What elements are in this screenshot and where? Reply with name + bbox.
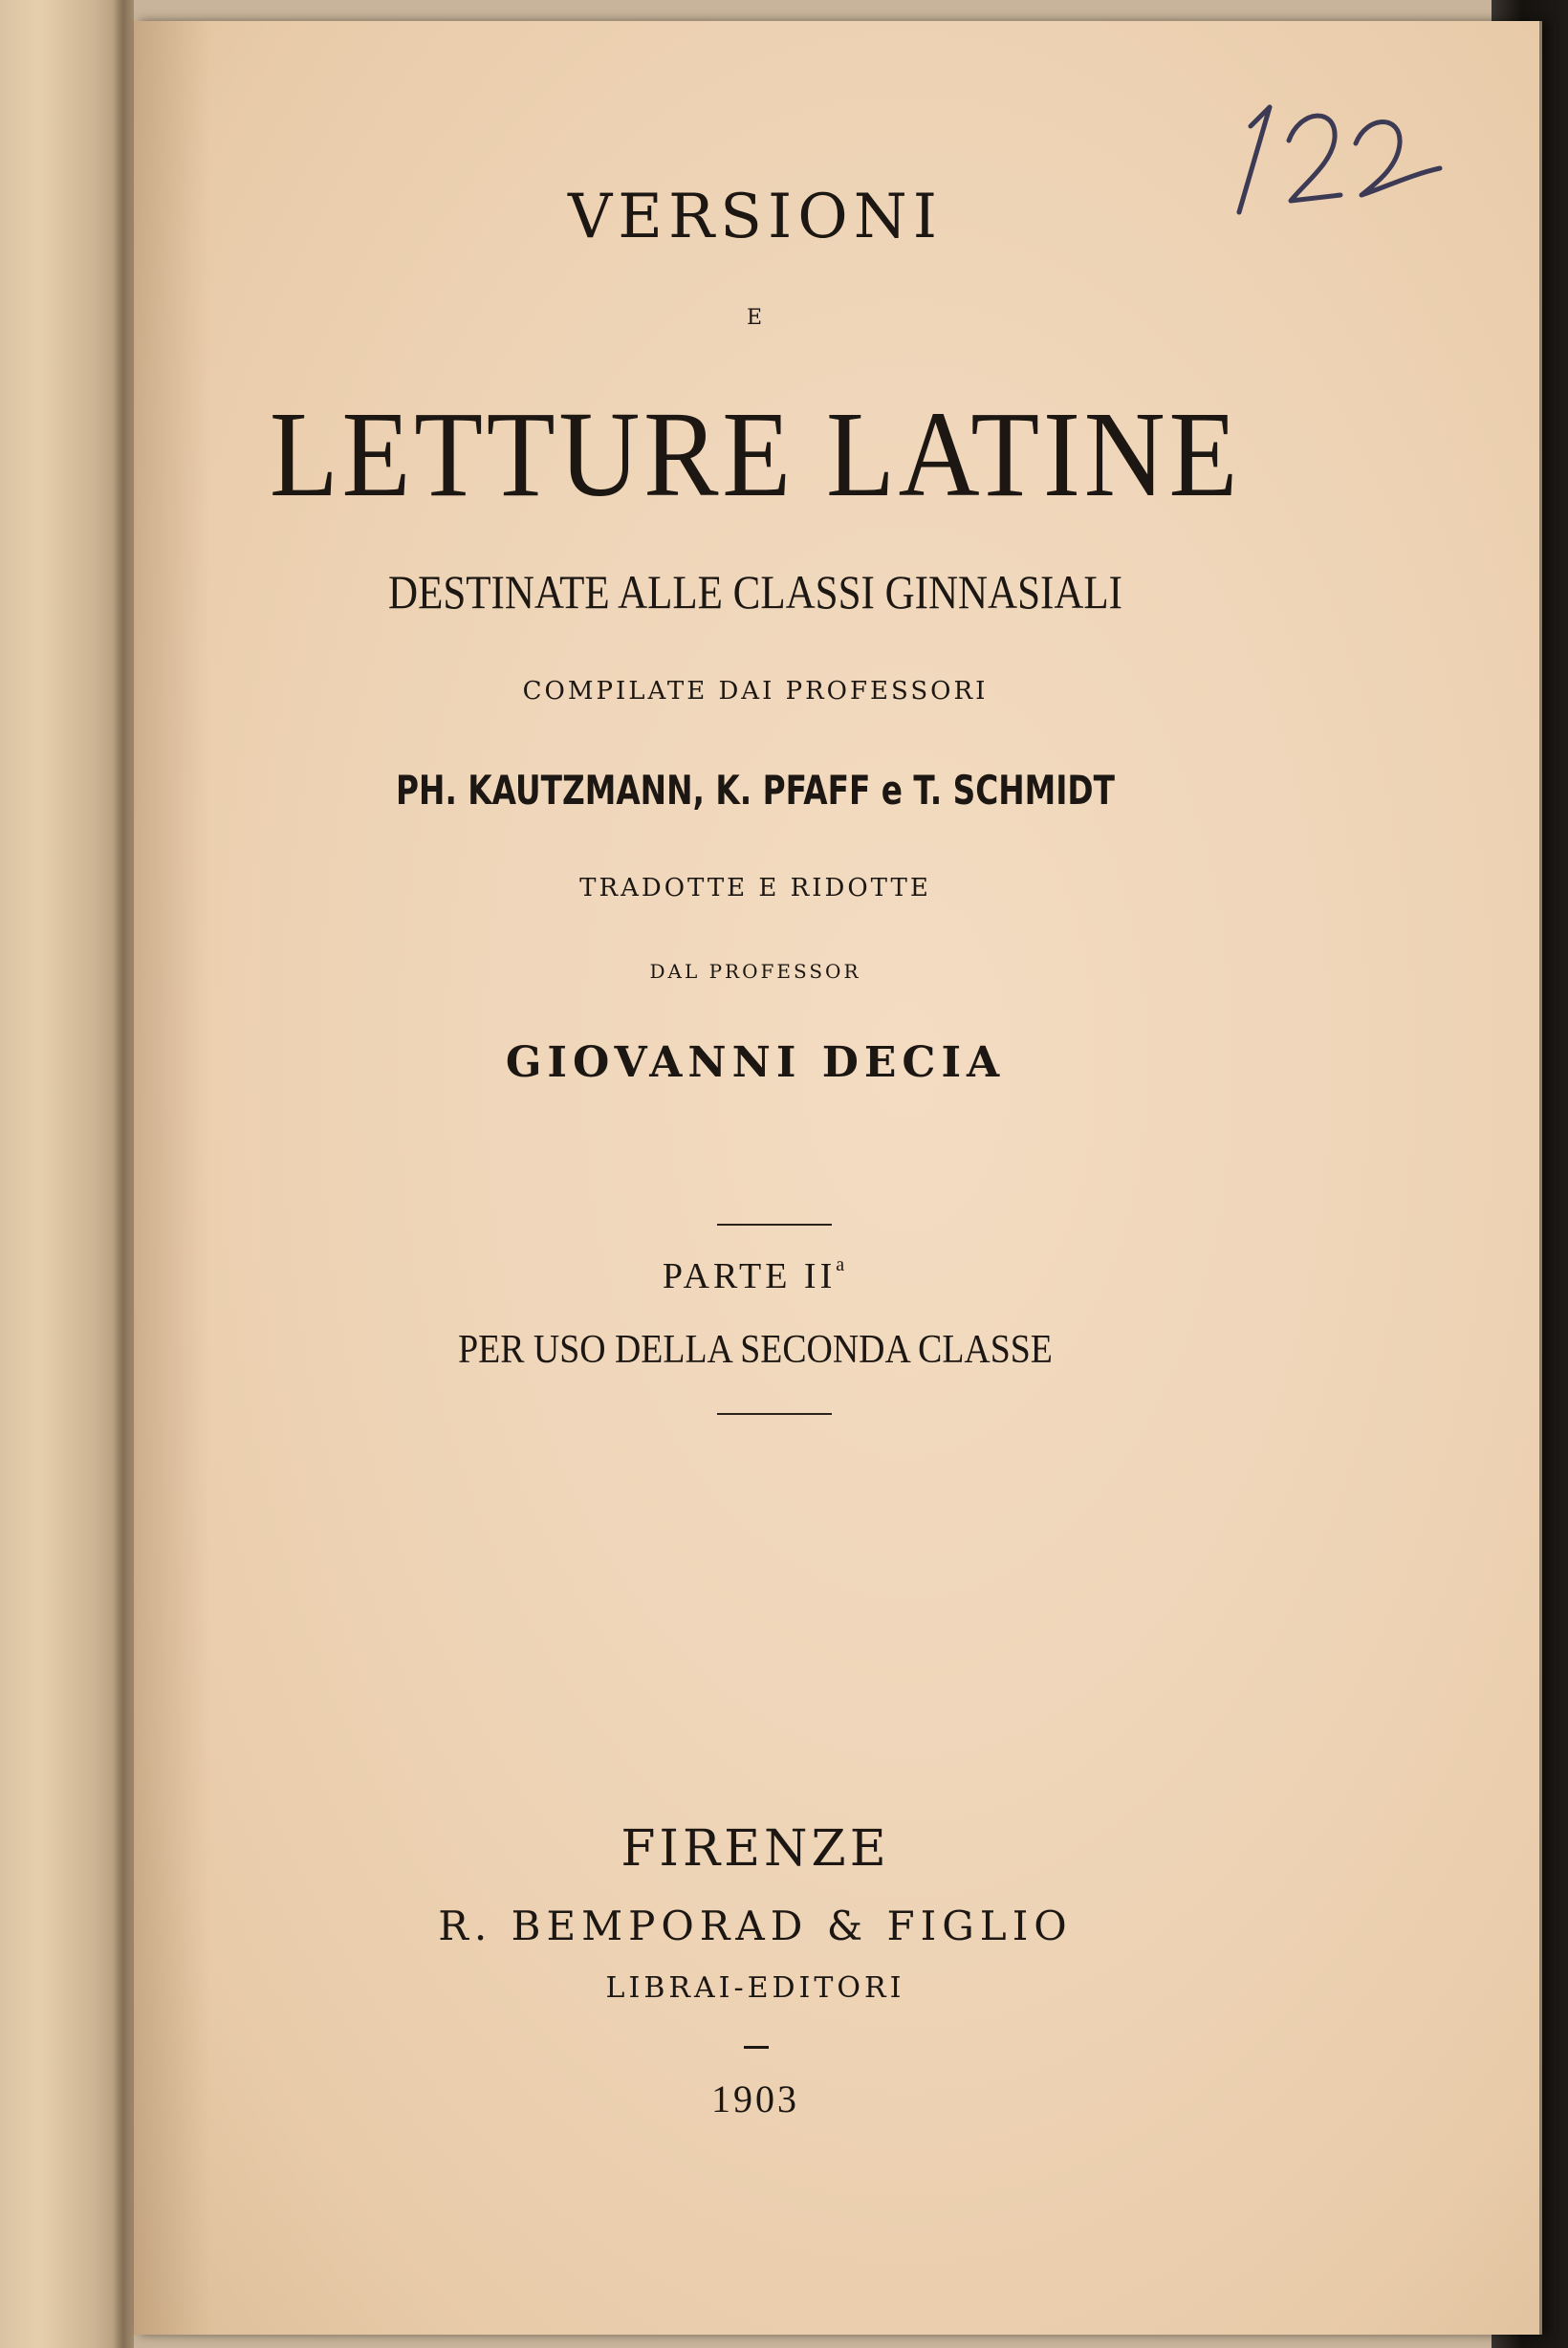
destination-line: DESTINATE ALLE CLASSI GINNASIALI [388, 565, 1122, 619]
by-professor-line: DAL PROFESSOR [649, 960, 861, 983]
part-label-text: PARTE II [662, 1256, 837, 1296]
title-letture-latine: LETTURE LATINE [269, 386, 1242, 522]
compiled-by-line: COMPILATE DAI PROFESSORI [522, 677, 989, 706]
title-page-text [134, 21, 1539, 2335]
publisher-role-line: LIBRAI-EDITORI [605, 1971, 905, 2005]
bottom-divider-rule [717, 1413, 832, 1415]
translator-name: GIOVANNI DECIA [505, 1038, 1006, 1087]
year-dash [744, 2046, 769, 2049]
part-label-superscript: a [836, 1254, 849, 1275]
city-line: FIRENZE [621, 1820, 890, 1878]
top-divider-rule [717, 1224, 832, 1226]
title-conjunction: E [746, 306, 765, 330]
title-versioni: VERSIONI [568, 182, 943, 252]
title-page [134, 21, 1542, 2335]
authors-line: PH. KAUTZMANN, K. PFAFF e T. SCHMIDT [396, 767, 1115, 814]
spine-shadow [113, 0, 134, 2348]
translated-line: TRADOTTE E RIDOTTE [579, 874, 931, 902]
part-use-line: PER USO DELLA SECONDA CLASSE [458, 1328, 1053, 1372]
publisher-line: R. BEMPORAD & FIGLIO [438, 1902, 1073, 1949]
publication-year: 1903 [711, 2077, 799, 2120]
part-label [134, 1254, 1377, 1297]
